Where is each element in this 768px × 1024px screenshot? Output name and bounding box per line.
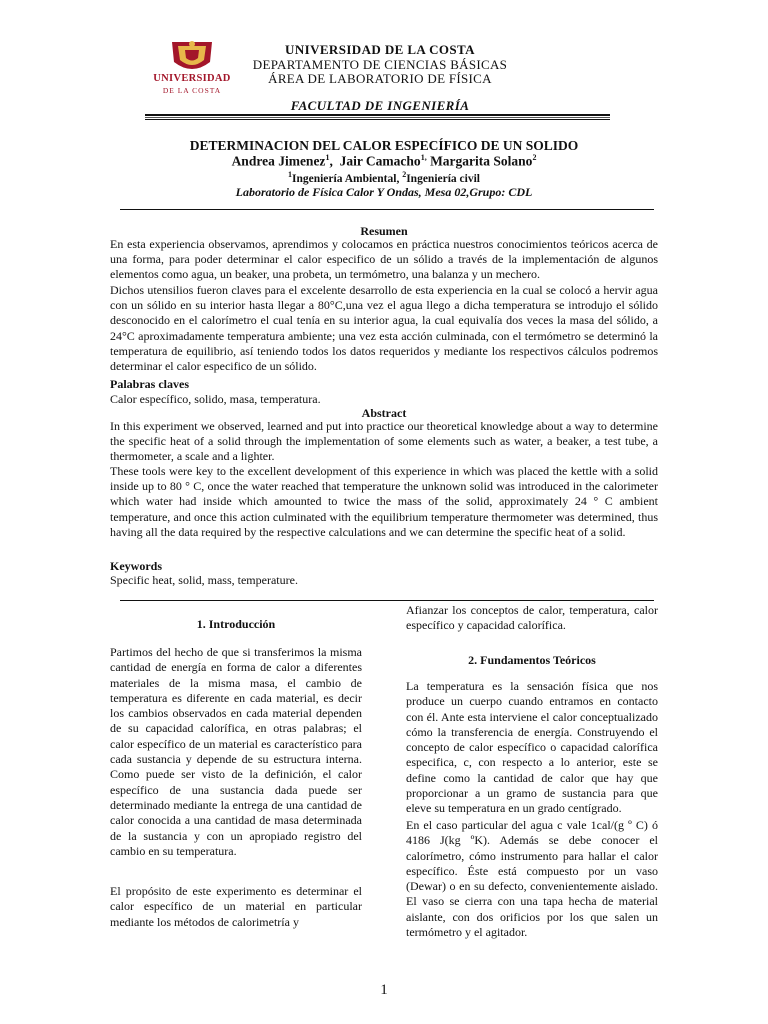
department-name: DEPARTAMENTO DE CIENCIAS BÁSICAS [252,57,508,72]
fundamentos-heading: 2. Fundamentos Teóricos [468,653,596,667]
header-rule [145,114,610,116]
paper-title: DETERMINACION DEL CALOR ESPECÍFICO DE UN SOLIDO [189,138,579,153]
intro-heading: 1. Introducción [196,617,276,631]
faculty-name: FACULTAD DE INGENIERÍA [290,98,470,113]
paper-affiliations: $^1$Ingeniería Ambiental, $^2$Ingeniería civil [287,170,480,185]
resumen-paragraph-2: Dichos utensilios fueron claves para el excelente desarrollo de esta experiencia en la cual se colocó a hervir agua con un sólido en su interior hasta llegar a 80°C,una vez el agua llego a dicha temperatura se introdujo el sólido desconocido en el calorímetro el cual tenía en su interior agua, la cual equivalía dos veces la masa del sólido, a 24°C aproximadamente temperatura ambiente; una vez esta acción culminada, con el termómetro se determinó la temperatura de equilibrio, así teniendo todos los datos requeridos y mediante los respectivos cálculos podremos determinar el calor especifico de un sólido. [110,283,658,374]
section-rule [120,600,654,601]
page-number: 1 [380,982,388,998]
university-name: UNIVERSIDAD DE LA COSTA [285,42,475,57]
objectives-continuation: Afianzar los conceptos de calor, temperatura, calor específico y capacidad calorífica. [406,603,658,633]
logo-text-line2: DE LA COSTA [162,86,222,95]
logo-text-line1: UNIVERSIDAD [153,73,231,84]
keywords-text: Specific heat, solid, mass, temperature. [110,573,298,587]
header-rule-mid [145,117,610,118]
fundamentos-paragraph-1: La temperatura es la sensación física que nos produce un cuerpo cuando entramos en contacto con él. Ante esta interviene el calor conceptualizado cómo la transferencia de energía. Construyendo el concepto de calor específico o capacidad calorífica especifica, c, con respecto a lo anterior, este se define como la cantidad de calor que hay que proporcionar a un gramo de sustancia para que eleve su temperatura en un grado centígrado. [406,679,658,816]
keywords-heading: Keywords [110,559,162,573]
intro-paragraph-1: Partimos del hecho de que si transferimos la misma cantidad de energía en forma de calor a diferentes materiales de la misma masa, el cambio de temperatura es diferente en cada material, es decir los cambios observados en cada material dependen de su capacidad calorífica, en otras palabras; el calor específico de un material es característico para cada sustancia y depende de su estructura interna. Como puede ser visto de la definición, el calor específico de una sustancia dada puede ser determinado mediante la entrega de una cantidad de calor conocida a una cantidad de masa determinada de la sustancia y con un apropiado registro del cambio en su temperatura. [110,645,362,858]
fundamentos-paragraph-2: En el caso particular del agua c vale 1cal/(g º C) ó 4186 J(kg ºK). Además se debe conocer el calorímetro, cómo instrumento para hallar el calor específico. Éste está compuesto por un vaso (Dewar) o en su defecto, convenientemente aislado. El vaso se cierra con una tapa hecha de material aislante, con dos orificios por los que salen un termómetro y el agitador. [406,818,658,940]
intro-paragraph-2: El propósito de este experimento es determinar el calor específico de un material en particular mediante los métodos de calorimetría y [110,884,362,929]
abstract-paragraph-2: These tools were key to the excellent development of this experience in which was placed the kettle with a solid inside up to 80 ° C, once the water reached that temperature the unknown solid was introduced in the calorimeter which water had inside which amounted to twice the mass of the solid, approximately 24 ° C ambient temperature, and once this action culminated with the equilibrium temperature thermometer was determined, thus having all the data required by the respective calculations and we can determine the specific heat of a solid. [110,464,658,539]
resumen-paragraph-1: En esta experiencia observamos, aprendimos y colocamos en práctica nuestros conocimientos teóricos acerca de una forma, para poder determinar el calor especifico de un sólido a través de la implementación de algunos elementos como agua, un beaker, una probeta, un termómetro, una balanza y un mechero. [110,237,658,282]
title-rule [120,209,654,210]
lab-info: Laboratorio de Física Calor Y Ondas, Mesa 02,Grupo: CDL [235,185,533,199]
abstract-heading: Abstract [361,406,407,420]
header-rule-bottom [145,119,610,120]
abstract-paragraph-1: In this experiment we observed, learned and put into practice our theoretical knowledge about a way to determine the specific heat of a solid through the implementation of some elements such as water, a beaker, a test tube, a thermometer, a scale and a lighter. [110,419,658,464]
palabras-text: Calor específico, solido, masa, temperatura. [110,392,321,406]
area-name: ÁREA DE LABORATORIO DE FÍSICA [268,71,492,86]
resumen-heading: Resumen [360,224,408,238]
paper-authors: Andrea Jimenez$^1$, Jair Camacho$^{1,}$ Margarita Solano$^2$ [231,153,537,169]
palabras-heading: Palabras claves [110,377,189,391]
